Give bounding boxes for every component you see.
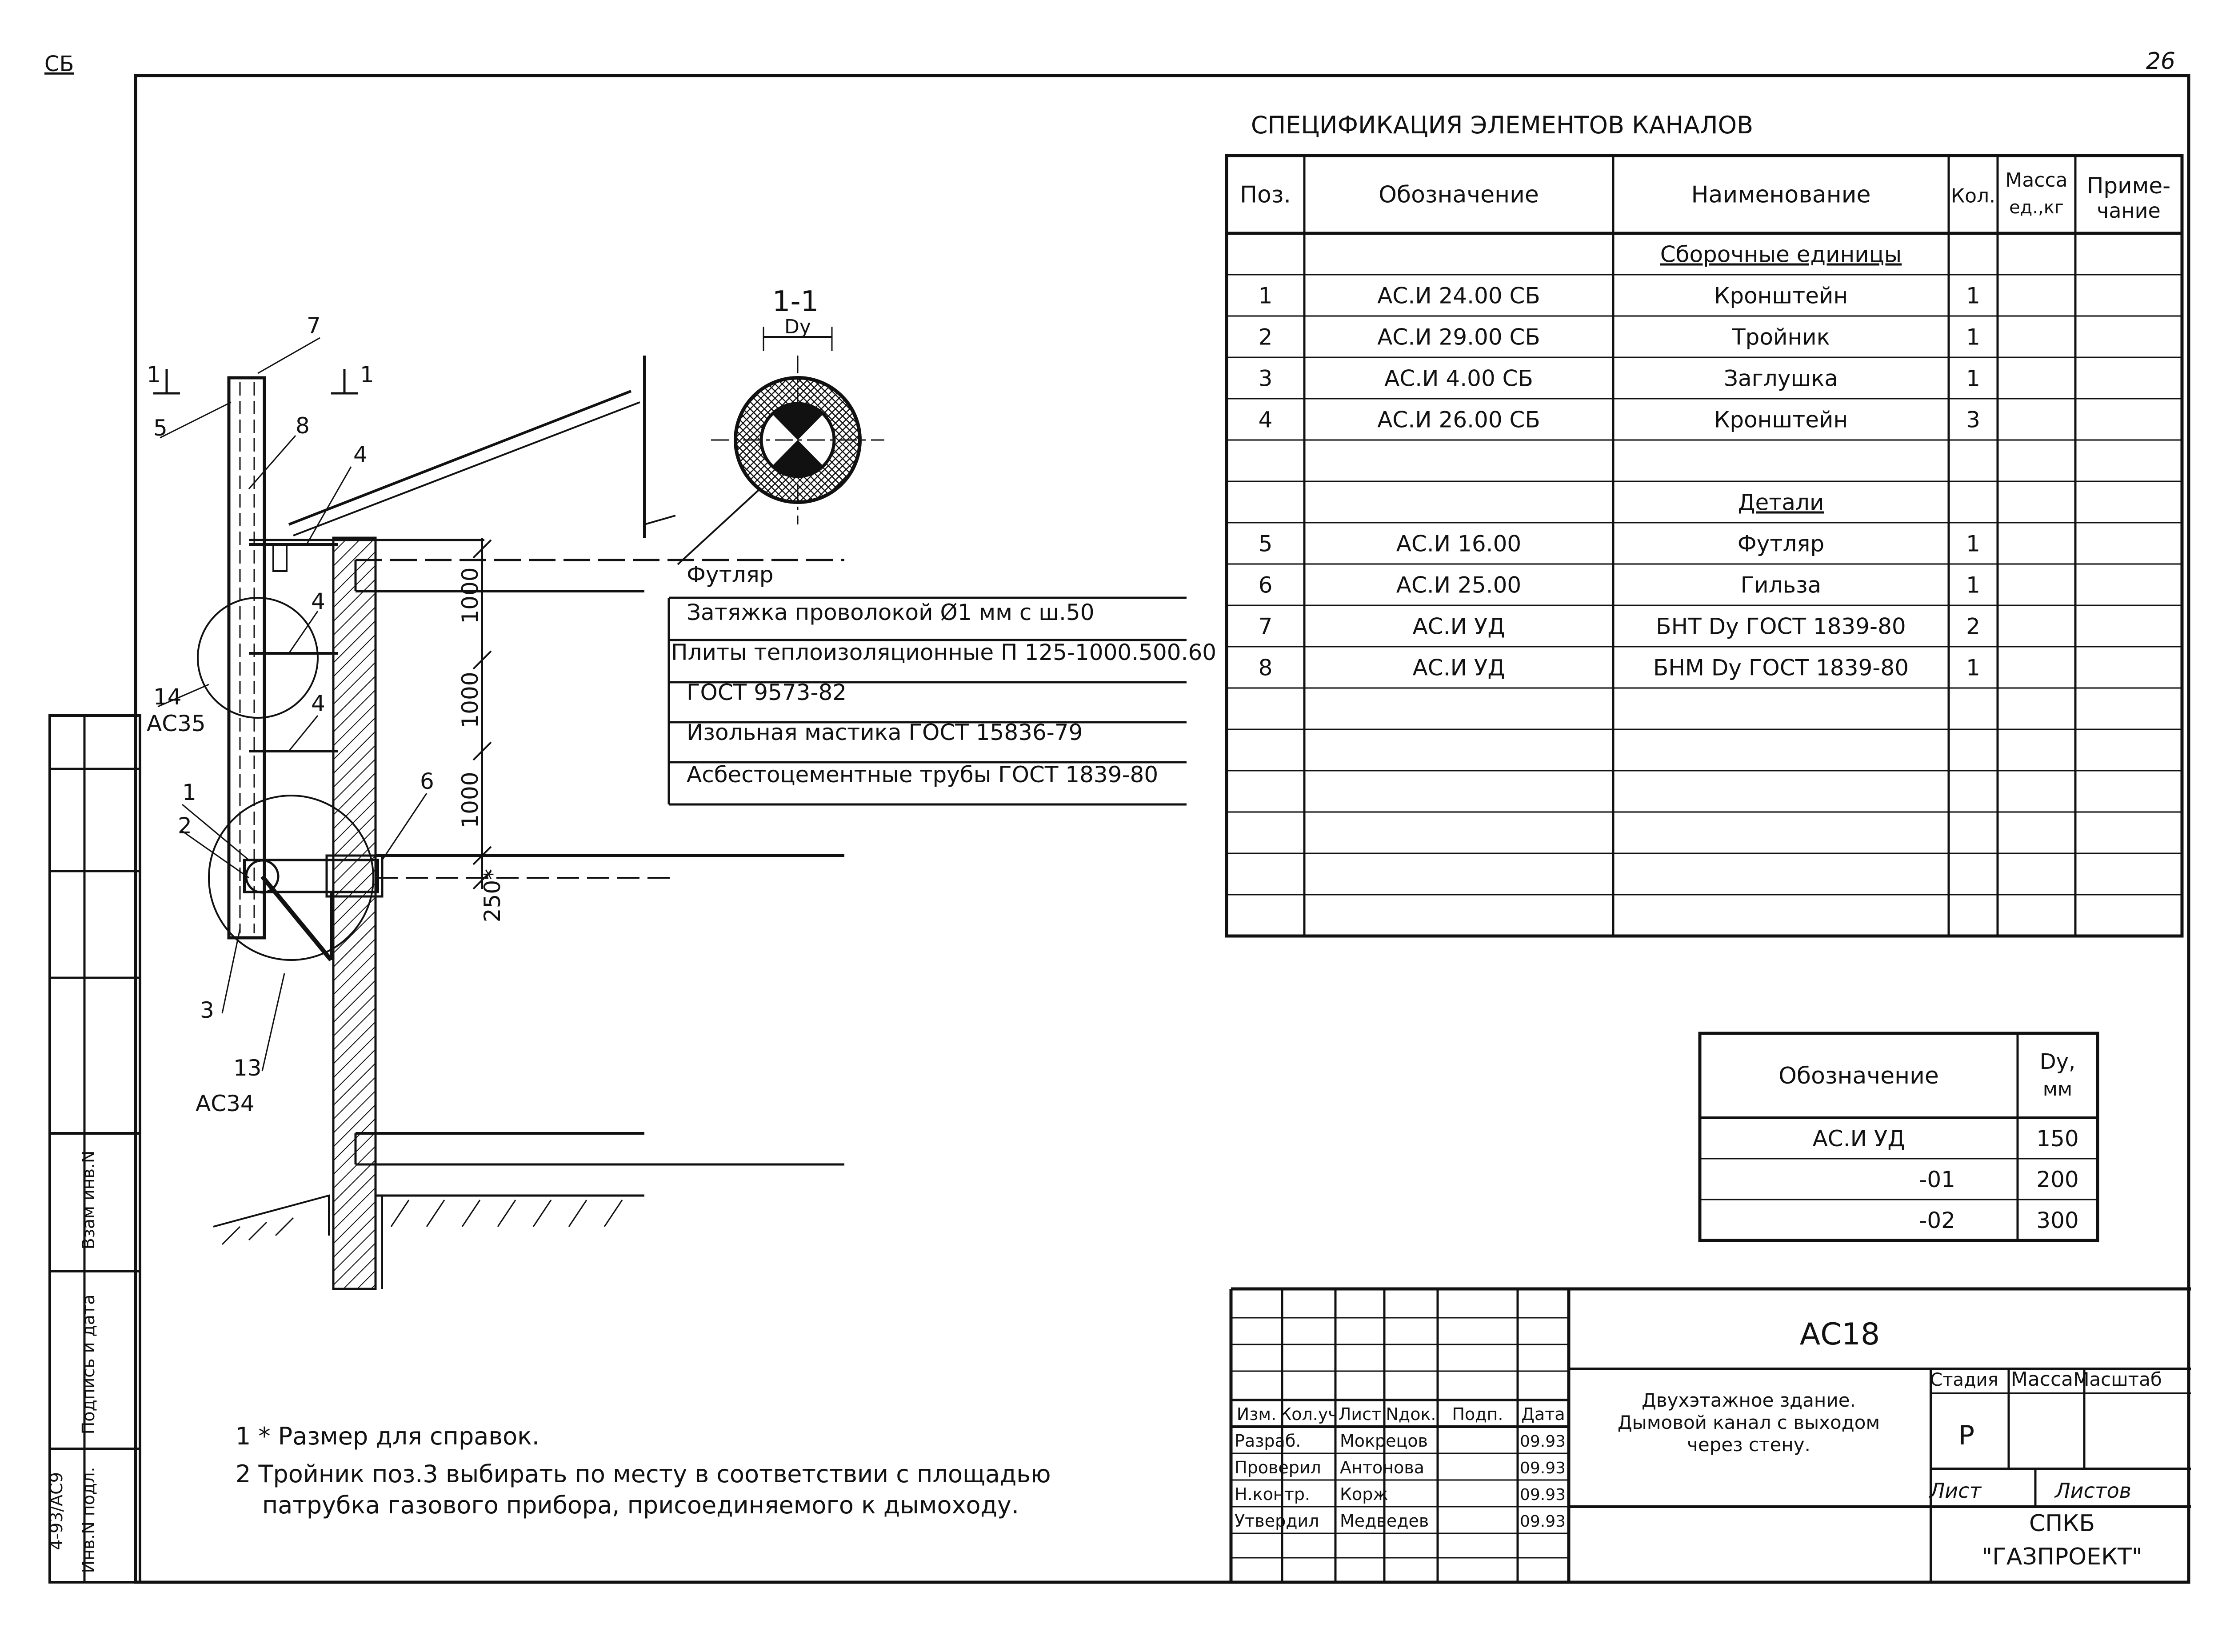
corner-mark: СБ (44, 52, 74, 76)
spec-section-heading: Детали (1738, 489, 1824, 516)
callout-13: 13 (233, 1055, 262, 1081)
note-1: 1 * Размер для справок. (236, 1422, 540, 1450)
spec-row-pos: 1 (1258, 283, 1273, 309)
callout-4a: 4 (353, 442, 368, 468)
spec-header-qty: Кол. (1950, 184, 1996, 208)
description-line-1: Двухэтажное здание. (1642, 1389, 1856, 1411)
spec-title: СПЕЦИФИКАЦИЯ ЭЛЕМЕНТОВ КАНАЛОВ (1251, 111, 1754, 139)
spec-table (1227, 156, 2182, 936)
spec-row-designation: АС.И 4.00 СБ (1384, 365, 1533, 392)
dim-1000-top: 1000 (457, 567, 483, 624)
spec-row-designation: АС.И УД (1412, 613, 1505, 640)
description-line-3: через стену. (1687, 1434, 1810, 1456)
mass-header: Масса (2010, 1368, 2074, 1391)
scale-header: Масштаб (2073, 1368, 2162, 1390)
stage-header: Стадия (1930, 1370, 1998, 1390)
spec-row-name: Кронштейн (1714, 283, 1848, 309)
side-stamp-replaces: Взам инв.N (79, 1150, 98, 1250)
spec-row-designation: АС.И 29.00 СБ (1377, 324, 1540, 350)
spec-row-pos: 6 (1258, 572, 1273, 598)
dy-header-dy: Dy, (2039, 1049, 2076, 1074)
spec-header-name: Наименование (1691, 181, 1871, 208)
spec-row-qty: 1 (1966, 283, 1980, 309)
spec-row-qty: 3 (1966, 407, 1980, 433)
dy-header-designation: Обозначение (1778, 1063, 1939, 1089)
title-person-name: Мокрецов (1340, 1431, 1428, 1451)
section-label: 1-1 (772, 285, 819, 318)
spec-row-pos: 5 (1258, 531, 1273, 557)
spec-header-mass: Масса (2005, 169, 2068, 192)
title-role: Утвердил (1235, 1511, 1319, 1531)
dy-row-designation: АС.И УД (1812, 1126, 1905, 1152)
title-col-header: Дата (1521, 1404, 1565, 1424)
spec-row-pos: 2 (1258, 324, 1273, 350)
spec-row-name: Тройник (1732, 324, 1830, 350)
sheet-frame (136, 76, 2189, 1582)
ref-ac35: АС35 (147, 711, 206, 736)
title-date: 09.93 (1520, 1486, 1566, 1504)
sheet-number: 26 (2146, 48, 2175, 75)
spec-row-designation: АС.И 25.00 (1396, 572, 1522, 598)
section-1-1 (678, 285, 884, 564)
side-archive-number: 4-93/АС9 (47, 1472, 66, 1550)
spec-row-designation: АС.И 26.00 СБ (1377, 407, 1540, 433)
spec-row-qty: 1 (1966, 365, 1980, 392)
spec-row-qty: 1 (1966, 324, 1980, 350)
spec-row-name: Гильза (1740, 572, 1822, 598)
dim-250: 250* (480, 868, 505, 923)
sheets-header: Листов (2055, 1479, 2131, 1503)
elevation-drawing (153, 338, 844, 1289)
spec-header-designation: Обозначение (1379, 181, 1539, 208)
spec-row-qty: 2 (1966, 613, 1980, 640)
callout-4c: 4 (311, 691, 325, 716)
spec-row-qty: 1 (1966, 531, 1980, 557)
sheet-header: Лист (1929, 1479, 1982, 1503)
callout-14: 14 (153, 684, 182, 710)
callout-4b: 4 (311, 588, 325, 614)
title-role: Разраб. (1235, 1431, 1301, 1451)
spec-row-name: Кронштейн (1714, 407, 1848, 433)
spec-row-pos: 4 (1258, 407, 1273, 433)
title-col-header: Изм. (1236, 1404, 1277, 1424)
dy-header-unit: мм (2042, 1078, 2073, 1100)
spec-section-heading: Сборочные единицы (1660, 241, 1902, 268)
callout-5: 5 (153, 415, 168, 441)
callout-2: 2 (178, 813, 192, 839)
dy-row-value: 150 (2036, 1126, 2079, 1152)
callout-7: 7 (307, 313, 321, 339)
spec-row-name: Футляр (1737, 531, 1825, 557)
title-date: 09.93 (1520, 1459, 1566, 1477)
callout-1: 1 (182, 780, 196, 805)
spec-row-pos: 7 (1258, 613, 1273, 640)
spec-row-designation: АС.И 16.00 (1396, 531, 1522, 557)
dy-table-text (1778, 1049, 2079, 1233)
dim-1000-mid: 1000 (457, 672, 483, 728)
legend-item: Плиты теплоизоляционные П 125-1000.500.60 (671, 640, 1217, 665)
spec-row-pos: 3 (1258, 365, 1273, 392)
title-col-header: Подп. (1452, 1404, 1503, 1424)
legend-item: Затяжка проволокой Ø1 мм с ш.50 (687, 600, 1095, 625)
callout-8: 8 (296, 413, 310, 439)
title-date: 09.93 (1520, 1512, 1566, 1531)
drawing-labels (147, 313, 434, 1116)
dy-row-designation: -02 (1919, 1208, 1955, 1233)
section-cut-mark-right: 1 (360, 362, 374, 388)
dy-row-value: 300 (2036, 1208, 2079, 1233)
title-col-header: Лист (1338, 1404, 1382, 1424)
title-block-text (1235, 1404, 1566, 1531)
title-person-name: Корж (1340, 1484, 1388, 1504)
legend-item: Футляр (687, 562, 774, 588)
callout-3: 3 (200, 997, 214, 1023)
legend-item: Изольная мастика ГОСТ 15836-79 (687, 720, 1083, 745)
title-role: Н.контр. (1235, 1484, 1311, 1504)
title-person-name: Медведев (1340, 1511, 1429, 1531)
note-2: 2 Тройник поз.3 выбирать по месту в соответствии с площадью (236, 1460, 1051, 1488)
section-cut-mark-left: 1 (147, 362, 161, 388)
spec-row-qty: 1 (1966, 572, 1980, 598)
spec-row-name: Заглушка (1723, 365, 1838, 392)
legend-item: ГОСТ 9573-82 (687, 680, 847, 705)
section-dy-label: Dy (784, 316, 811, 338)
org-name-line-2: "ГАЗПРОЕКТ" (1982, 1544, 2142, 1570)
spec-table-text (1240, 169, 2170, 681)
legend (671, 562, 1216, 788)
callout-6: 6 (420, 768, 434, 794)
spec-header-note-2: чание (2097, 199, 2161, 223)
description-line-2: Дымовой канал с выходом (1617, 1412, 1880, 1433)
stage-value: Р (1958, 1420, 1975, 1451)
drawing-code: АС18 (1799, 1317, 1880, 1352)
dy-row-designation: -01 (1919, 1167, 1955, 1192)
spec-header-mass-unit: ед.,кг (2009, 197, 2064, 218)
side-stamp-inv-no: Инв.N подл. (79, 1467, 98, 1573)
title-role: Проверил (1235, 1458, 1321, 1477)
side-stamp-sign-date: Подпись и дата (79, 1294, 98, 1435)
title-col-header: Кол.уч (1279, 1404, 1338, 1424)
spec-row-designation: АС.И 24.00 СБ (1377, 283, 1540, 309)
ref-ac34: АС34 (196, 1091, 255, 1116)
spec-row-designation: АС.И УД (1412, 655, 1505, 681)
title-col-header: Nдок. (1386, 1404, 1436, 1424)
side-stamp (50, 716, 140, 1582)
spec-header-note: Приме- (2086, 173, 2171, 199)
spec-row-qty: 1 (1966, 655, 1980, 681)
dim-1000-low: 1000 (457, 772, 483, 828)
spec-row-name: БНТ Dy ГОСТ 1839-80 (1656, 613, 1906, 640)
note-2-cont: патрубка газового прибора, присоединяемого к дымоходу. (262, 1491, 1019, 1519)
legend-item: Асбестоцементные трубы ГОСТ 1839-80 (687, 762, 1159, 788)
org-name-line-1: СПКБ (2029, 1510, 2095, 1537)
title-date: 09.93 (1520, 1432, 1566, 1451)
spec-row-name: БНМ Dy ГОСТ 1839-80 (1653, 655, 1909, 681)
dy-row-value: 200 (2036, 1167, 2079, 1192)
spec-header-pos: Поз. (1239, 181, 1291, 208)
spec-row-pos: 8 (1258, 655, 1273, 681)
title-person-name: Антонова (1340, 1458, 1424, 1477)
